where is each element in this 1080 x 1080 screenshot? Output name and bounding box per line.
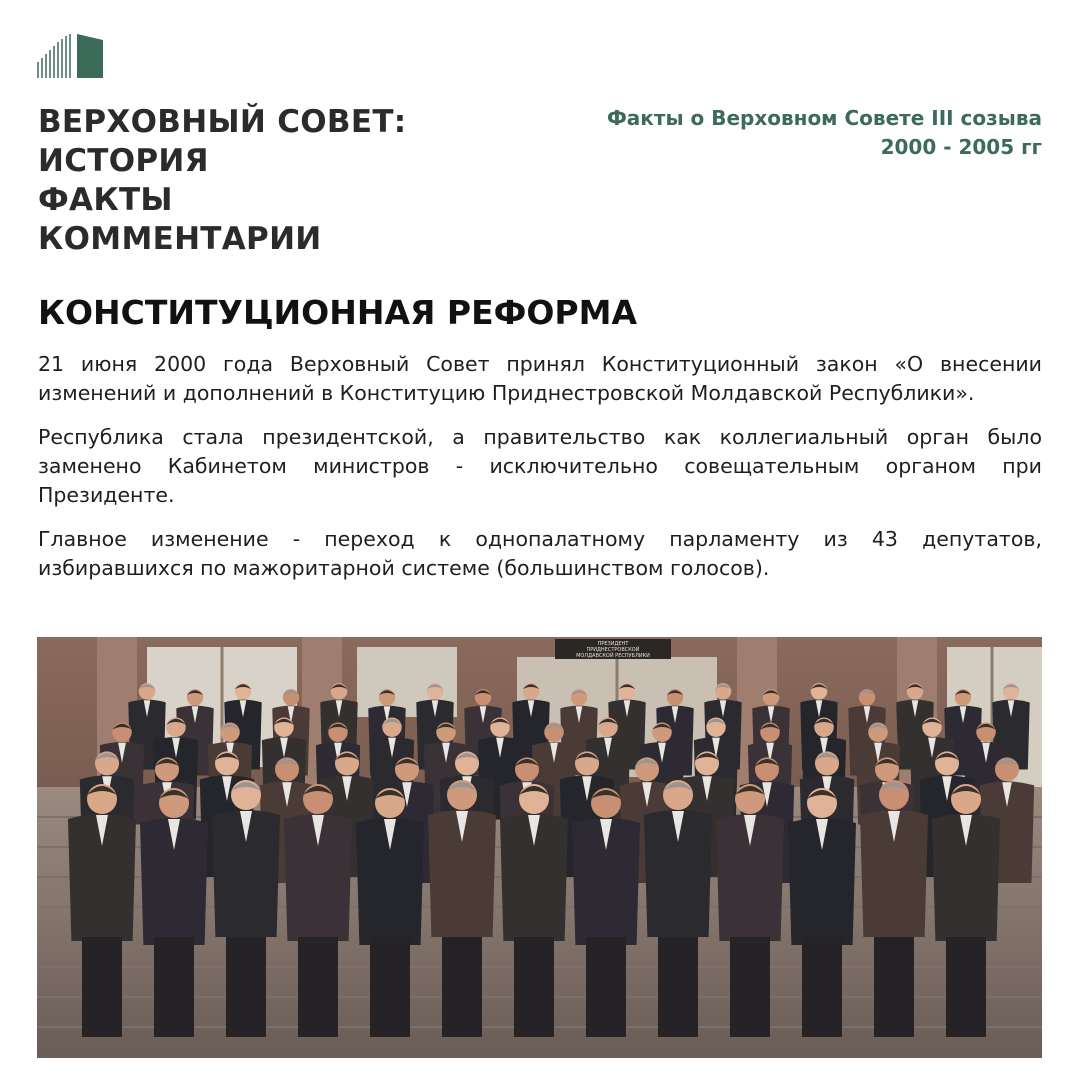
heading-line: ФАКТЫ [38, 182, 173, 218]
series-subtitle [607, 104, 1042, 162]
sign-line: ПРЕЗИДЕНТ [597, 641, 629, 647]
subtitle-line: Факты о Верховном Совете III созыва [606, 106, 1042, 130]
section-title: КОНСТИТУЦИОННАЯ РЕФОРМА [38, 293, 637, 332]
paragraph: Главное изменение - переход к однопалатному парламенту из 43 депутатов, избиравшихся по мажоритарной системе (большинством голосов). [38, 527, 1042, 580]
sign-line: МОЛДАВСКОЙ РЕСПУБЛИКИ [576, 653, 650, 659]
group-photo [37, 637, 1042, 1058]
heading-line: КОММЕНТАРИИ [38, 221, 322, 257]
heading-line: ВЕРХОВНЫЙ СОВЕТ: [38, 104, 407, 140]
paragraph: Республика стала президентской, а правительство как коллегиальный орган было заменено Кабинетом министров - исключительно совещательным органом при Президенте. [38, 425, 1042, 507]
paragraph: 21 июня 2000 года Верховный Совет принял Конституционный закон «О внесении изменений и дополнений в Конституцию Приднестровской Молдавской Республики». [38, 352, 1042, 405]
subtitle-line: 2000 - 2005 гг [880, 135, 1042, 159]
heading-line: ИСТОРИЯ [38, 143, 209, 179]
building-logo-icon [37, 30, 105, 80]
article-body [38, 350, 1042, 598]
sign-line: ПРИДНЕСТРОВСКОЙ [586, 647, 640, 653]
main-heading [38, 103, 406, 259]
